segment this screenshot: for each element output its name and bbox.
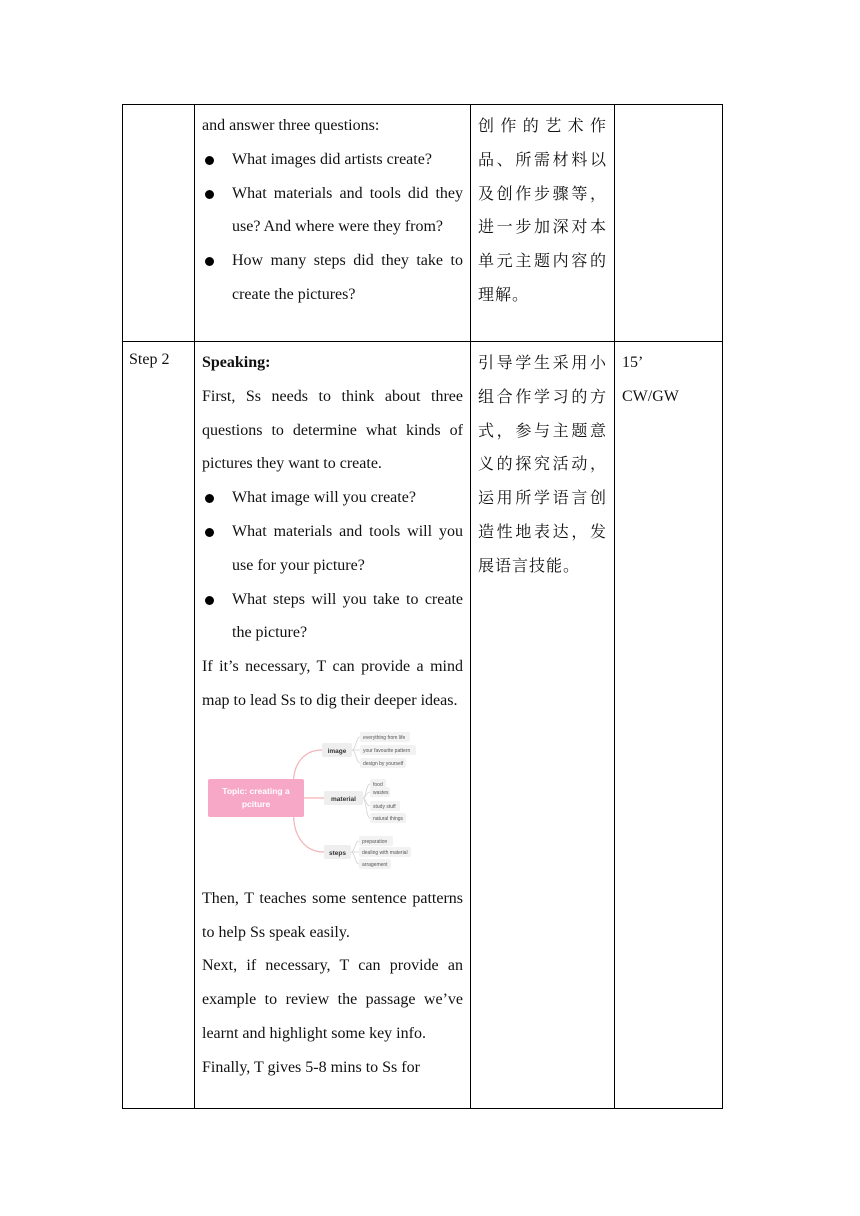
question-text: What materials and tools will you use for your picture? bbox=[232, 522, 463, 574]
leaf-label: dealing with material bbox=[362, 849, 408, 856]
leaf-label: your favourite pattern bbox=[363, 747, 411, 754]
bullet-icon bbox=[202, 143, 232, 177]
purpose-text: 创作的艺术作品、所需材料以及创作步骤等，进一步加深对本单元主题内容的理解。 bbox=[478, 116, 607, 304]
topic-line-2: pciture bbox=[241, 798, 271, 809]
bullet-icon bbox=[202, 244, 232, 312]
activity-cell bbox=[195, 342, 471, 1109]
leaf-label: wastes bbox=[373, 789, 389, 796]
paragraph-then: Then, T teaches some sentence patterns to help Ss speak easily. bbox=[202, 889, 463, 941]
list-item bbox=[202, 244, 463, 312]
question-text: What images did artists create? bbox=[232, 150, 432, 168]
leaf-label: natural things bbox=[373, 815, 404, 822]
purpose-cell bbox=[471, 105, 615, 342]
step-label: Step 2 bbox=[129, 351, 170, 368]
branch-label: steps bbox=[329, 849, 346, 857]
question-text: What materials and tools did they use? And where were they from? bbox=[232, 184, 463, 236]
time-value: 15’ bbox=[622, 354, 644, 371]
activity-intro: and answer three questions: bbox=[202, 117, 380, 134]
leaf-label: everything from life bbox=[363, 734, 406, 741]
paragraph-next: Next, if necessary, T can provide an example to review the passage we’ve learnt and highlight some key info. bbox=[202, 957, 463, 1042]
bullet-icon bbox=[202, 481, 232, 515]
purpose-text: 引导学生采用小组合作学习的方式，参与主题意义的探究活动，运用所学语言创造性地表达，发展语言技能。 bbox=[478, 353, 607, 575]
purpose-cell bbox=[471, 342, 615, 1109]
bullet-icon bbox=[202, 515, 232, 583]
paragraph-finally: Finally, T gives 5-8 mins to Ss for bbox=[202, 1058, 420, 1076]
bullet-icon bbox=[202, 583, 232, 651]
table-row bbox=[123, 342, 723, 1109]
leaf-label: study stuff bbox=[373, 803, 396, 810]
mindmap-note: If it’s necessary, T can provide a mind map to lead Ss to dig their deeper ideas. bbox=[202, 658, 463, 709]
branch-label: material bbox=[331, 795, 356, 803]
time-cell bbox=[615, 342, 723, 1109]
question-text: How many steps did they take to create the pictures? bbox=[232, 252, 463, 303]
topic-line-1: Topic: creating a bbox=[222, 785, 290, 796]
activity-heading: Speaking: bbox=[202, 354, 271, 371]
mind-map-image bbox=[206, 730, 418, 872]
leaf-label: design by yourself bbox=[363, 760, 404, 767]
leaf-label: arragement bbox=[362, 861, 388, 868]
step-cell bbox=[123, 342, 195, 1109]
leaf-label: food bbox=[373, 781, 383, 788]
activity-intro: First, Ss needs to think about three questions to determine what kinds of pictures they want to create. bbox=[202, 387, 463, 473]
leaf-label: preparation bbox=[362, 838, 388, 845]
list-item bbox=[202, 481, 463, 515]
lesson-plan-table bbox=[122, 104, 723, 1109]
list-item bbox=[202, 177, 463, 245]
time-cell bbox=[615, 105, 723, 342]
class-mode: CW/GW bbox=[622, 387, 679, 405]
question-text: What image will you create? bbox=[232, 489, 416, 507]
step-cell bbox=[123, 105, 195, 342]
list-item bbox=[202, 583, 463, 651]
table-row bbox=[123, 105, 723, 342]
topic-node bbox=[208, 779, 304, 817]
question-text: What steps will you take to create the picture? bbox=[232, 590, 463, 642]
branch-label: image bbox=[327, 747, 347, 755]
list-item bbox=[202, 143, 463, 177]
activity-cell bbox=[195, 105, 471, 342]
list-item bbox=[202, 515, 463, 583]
bullet-icon bbox=[202, 177, 232, 245]
